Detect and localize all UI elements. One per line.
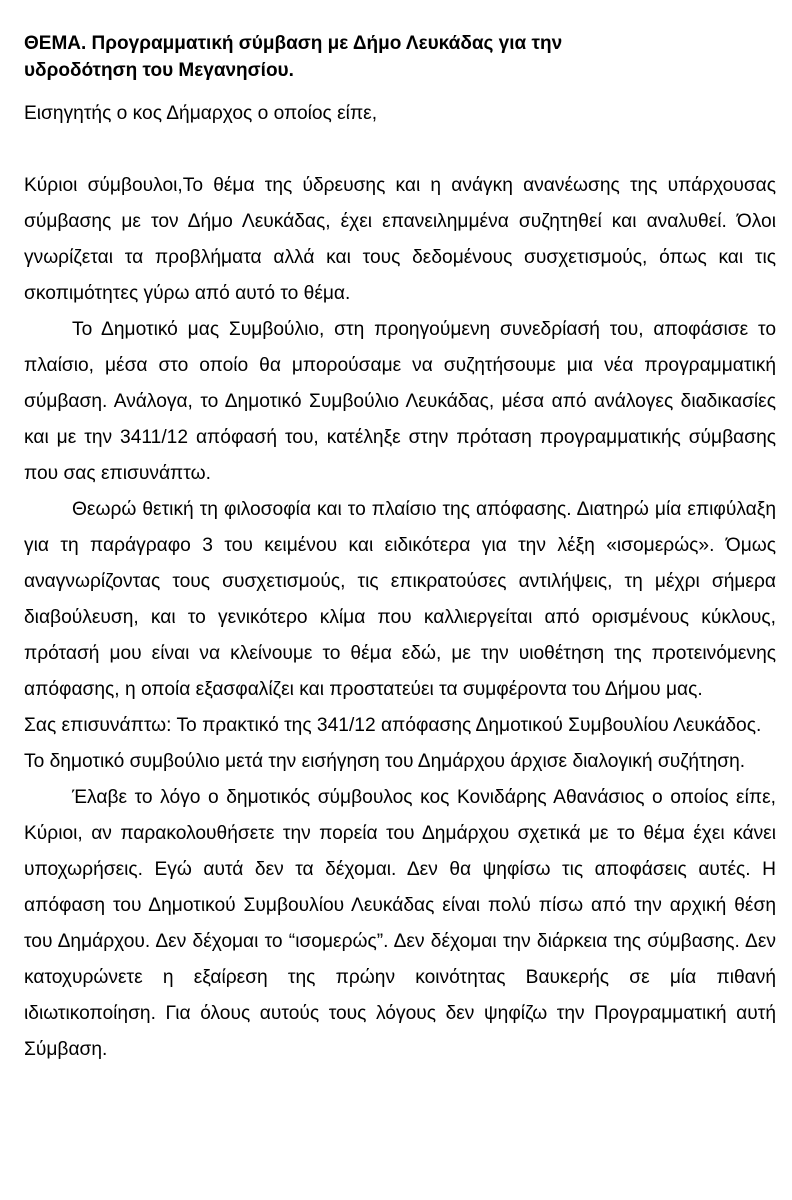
paragraph-discussion: Το δημοτικό συμβούλιο μετά την εισήγηση του Δημάρχου άρχισε διαλογική συζήτηση. — [24, 751, 746, 772]
paragraph-attachment: Σας επισυνάπτω: Το πρακτικό της 341/12 απόφασης Δημοτικού Συμβουλίου Λευκάδος. — [24, 715, 762, 736]
document-title — [24, 30, 776, 84]
paragraph-opening: Κύριοι σύμβουλοι,Το θέμα της ύδρευσης και η ανάγκη ανανέωσης της υπάρχουσας σύμβασης με τον Δήμο Λευκάδας, έχει επανειλημμένα συζητηθεί και αναλυθεί. Όλοι γνωρίζεται τα προβλήματα αλλά και τους δεδομένους συσχετισμούς, όπως και τις σκοπιμότητες γύρω από αυτό το θέμα. — [24, 175, 776, 304]
paragraph-reservation: Θεωρώ θετική τη φιλοσοφία και το πλαίσιο της απόφασης. Διατηρώ μία επιφύλαξη για τη παράγραφο 3 του κειμένου και ειδικότερα για την λέξη «ισομερώς». Όμως αναγνωρίζοντας τους συσχετισμούς, τις επικρατούσες αντιλήψεις, τη μέχρι σήμερα διαβούλευση, και το γενικότερο κλίμα που καλλιεργείται από ορισμένους κύκλους, πρότασή μου είναι να κλείνουμε το θέμα εδώ, με την υιοθέτηση της προτεινόμενης απόφασης, η οποία εξασφαλίζει και προστατεύει τα συμφέροντα του Δήμου μας. — [24, 499, 776, 700]
document-page — [24, 30, 776, 1068]
paragraph-konidaris: Έλαβε το λόγο ο δημοτικός σύμβουλος κος Κονιδάρης Αθανάσιος ο οποίος είπε, Κύριοι, αν παρακολουθήσετε την πορεία του Δημάρχου σχετικά με το θέμα έχει κάνει υποχωρήσεις. Εγώ αυτά δεν τα δέχομαι. Δεν θα ψηφίσω τις αποφάσεις αυτές. Η απόφαση του Δημοτικού Συμβουλίου Λευκάδας είναι πολύ πίσω από την αρχική θέση του Δημάρχου. Δεν δέχομαι το “ισομερώς”. Δεν δέχομαι την διάρκεια της σύμβασης. Δεν κατοχυρώνετε η εξαίρεση της πρώην κοινότητας Βαυκερής σε μία πιθανή ιδιωτικοποίηση. Για όλους αυτούς τους λόγους δεν ψηφίζω την Προγραμματική αυτή Σύμβαση. — [24, 787, 776, 1060]
intro-line: Εισηγητής ο κος Δήμαρχος ο οποίος είπε, — [24, 103, 378, 124]
title-line-2: υδροδότηση του Μεγανησίου. — [24, 60, 294, 81]
paragraph-council-decision: Το Δημοτικό μας Συμβούλιο, στη προηγούμενη συνεδρίασή του, αποφάσισε το πλαίσιο, μέσα στο οποίο θα μπορούσαμε να συζητήσουμε μια νέα προγραμματική σύμβαση. Ανάλογα, το Δημοτικό Συμβούλιο Λευκάδας, μέσα από ανάλογες διαδικασίες και με την 3411/12 απόφασή του, κατέληξε στην πρόταση προγραμματικής σύμβασης που σας επισυνάπτω. — [24, 319, 776, 484]
title-line-1: ΘΕΜΑ. Προγραμματική σύμβαση με Δήμο Λευκάδας για την — [24, 33, 563, 54]
